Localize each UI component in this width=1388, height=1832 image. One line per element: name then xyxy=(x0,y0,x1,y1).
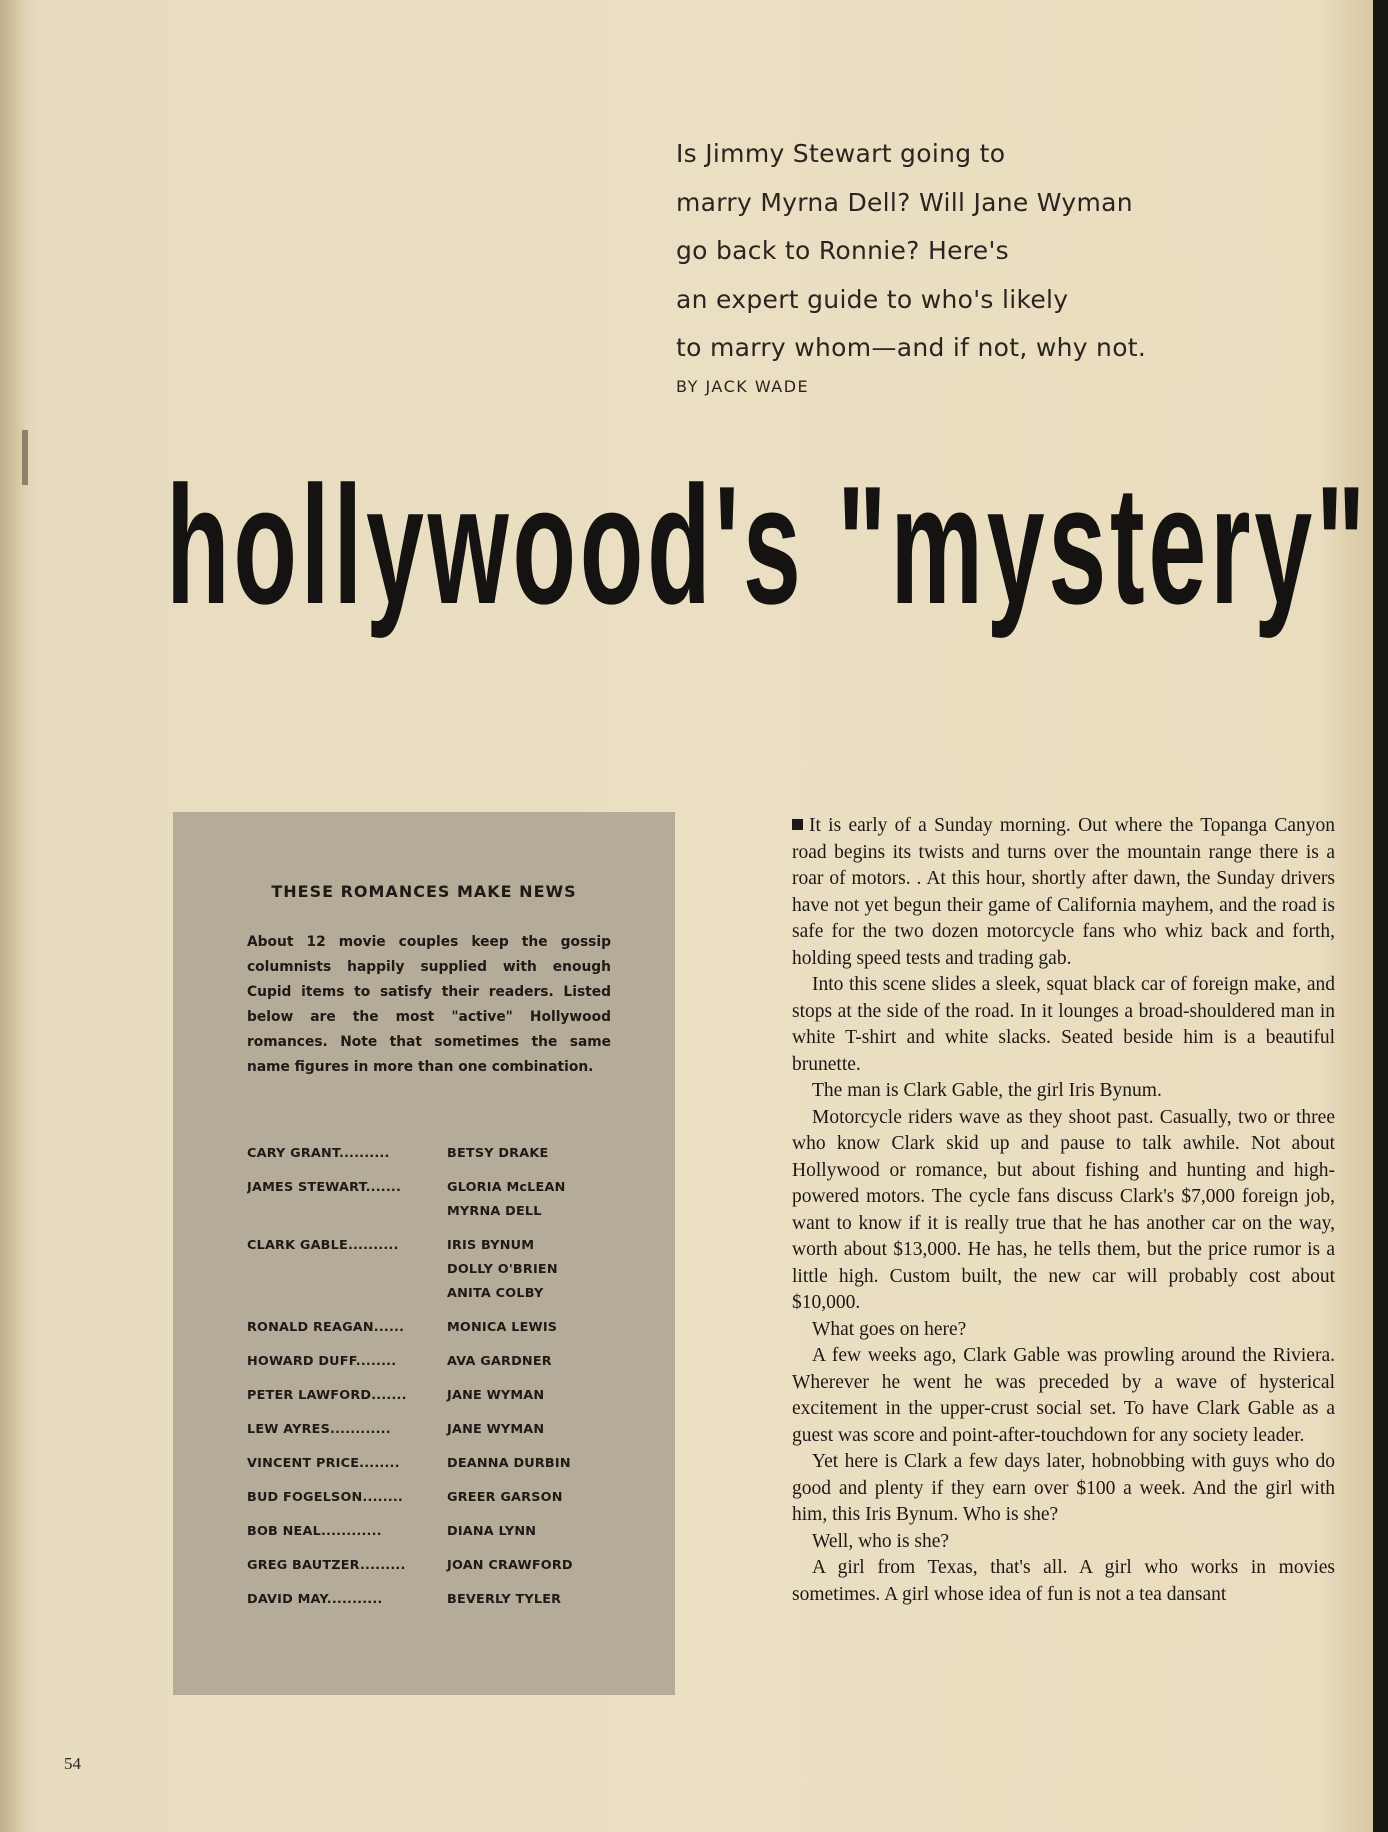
sidebar-title: THESE ROMANCES MAKE NEWS xyxy=(271,882,577,901)
article-paragraph xyxy=(792,1529,1335,1556)
article-body xyxy=(792,813,1335,1608)
romance-pair xyxy=(247,1384,607,1408)
partner-name: GREER GARSON xyxy=(447,1490,563,1505)
page-spine xyxy=(0,0,28,1832)
article-paragraph xyxy=(792,1105,1335,1317)
pair-name-cell xyxy=(247,1316,447,1340)
leader-dots: ........... xyxy=(326,1592,383,1607)
sidebar-intro: About 12 movie couples keep the gossip columnists happily supplied with enough Cupid items to satisfy their readers. Listed below are the most "active" Hollywood romances. Note that sometimes the same name figures in more than one combination. xyxy=(247,934,611,1075)
romance-pair xyxy=(247,1176,607,1224)
intro-line: to marry whom—and if not, why not. xyxy=(676,333,1147,362)
article-paragraph xyxy=(792,1555,1335,1608)
intro-deck xyxy=(676,130,1196,373)
star-name: PETER LAWFORD xyxy=(247,1388,372,1403)
paragraph-text: A few weeks ago, Clark Gable was prowling around the Riviera. Wherever he went he was preceded by a wave of hysterical excitement in the upper-crust social set. To have Clark Gable as a guest was score and point-after-touchdown for any society leader. xyxy=(792,1345,1335,1446)
partner-cell xyxy=(447,1176,607,1224)
paragraph-text: The man is Clark Gable, the girl Iris Bynum. xyxy=(812,1080,1162,1101)
star-name: BOB NEAL xyxy=(247,1524,321,1539)
paragraph-text: It is early of a Sunday morning. Out where the Topanga Canyon road begins its twists and turns over the mountain range there is a roar of motors. . At this hour, shortly after dawn, the Sunday drivers have not yet begun their game of California mayhem, and the road is safe for the two dozen motorcycle fans who whiz back and forth, holding speed tests and trading gab. xyxy=(792,815,1335,969)
leader-dots: ............ xyxy=(330,1422,391,1437)
pair-name-cell xyxy=(247,1554,447,1578)
paragraph-text: A girl from Texas, that's all. A girl who works in movies sometimes. A girl whose idea of fun is not a tea dansant xyxy=(792,1557,1335,1605)
partner-cell xyxy=(447,1520,607,1544)
partner-cell xyxy=(447,1554,607,1578)
star-name: LEW AYRES xyxy=(247,1422,331,1437)
romance-pair xyxy=(247,1350,607,1374)
partner-name: JANE WYMAN xyxy=(447,1422,545,1437)
leader-dots: ......... xyxy=(359,1558,406,1573)
intro-line: marry Myrna Dell? Will Jane Wyman xyxy=(676,187,1133,217)
leader-dots: .......... xyxy=(338,1146,390,1161)
leader-dots: ...... xyxy=(373,1320,405,1335)
partner-cell xyxy=(447,1588,607,1612)
pair-name-cell xyxy=(247,1384,447,1408)
leader-dots: ........ xyxy=(362,1490,403,1505)
romances-sidebar xyxy=(173,812,675,1695)
partner-name: MYRNA DELL xyxy=(447,1204,542,1219)
partner-name: IRIS BYNUM xyxy=(447,1238,535,1253)
partner-cell xyxy=(447,1234,607,1306)
partner-name: JOAN CRAWFORD xyxy=(447,1558,573,1573)
partner-name: ANITA COLBY xyxy=(447,1286,544,1301)
byline: BY JACK WADE xyxy=(676,377,810,396)
leader-dots: ....... xyxy=(365,1180,402,1195)
leader-dots: ....... xyxy=(371,1388,407,1403)
romance-pair xyxy=(247,1520,607,1544)
article-paragraph xyxy=(792,1449,1335,1529)
partner-name: DIANA LYNN xyxy=(447,1524,537,1539)
square-bullet-icon xyxy=(792,819,803,830)
binding-mark xyxy=(22,430,28,485)
star-name: CARY GRANT xyxy=(247,1146,339,1161)
star-name: JAMES STEWART xyxy=(247,1180,366,1195)
partner-cell xyxy=(447,1486,607,1510)
partner-name: BETSY DRAKE xyxy=(447,1146,549,1161)
partner-name: MONICA LEWIS xyxy=(447,1320,558,1335)
partner-cell xyxy=(447,1452,607,1476)
romance-pair xyxy=(247,1418,607,1442)
partner-name: JANE WYMAN xyxy=(447,1388,545,1403)
romance-pair xyxy=(247,1316,607,1340)
star-name: VINCENT PRICE xyxy=(247,1456,360,1471)
pair-name-cell xyxy=(247,1520,447,1544)
romance-pair xyxy=(247,1554,607,1578)
leader-dots: .......... xyxy=(347,1238,399,1253)
leader-dots: ............ xyxy=(320,1524,382,1539)
paragraph-text: Well, who is she? xyxy=(812,1530,950,1552)
paragraph-text: Yet here is Clark a few days later, hobnobbing with guys who do good and plenty if they earn over $100 a week. And the girl with him, this Iris Bynum. Who is she? xyxy=(792,1451,1335,1525)
partner-cell xyxy=(447,1418,607,1442)
article-paragraph xyxy=(792,1343,1335,1449)
star-name: GREG BAUTZER xyxy=(247,1558,360,1573)
article-paragraph xyxy=(792,1078,1335,1105)
intro-line: Is Jimmy Stewart going to xyxy=(676,139,1006,168)
star-name: RONALD REAGAN xyxy=(247,1320,374,1335)
romance-pair xyxy=(247,1452,607,1476)
headline: hollywood's "mystery" xyxy=(166,451,1370,639)
partner-cell xyxy=(447,1142,607,1166)
romance-pair xyxy=(247,1234,607,1306)
pair-name-cell xyxy=(247,1452,447,1476)
partner-cell xyxy=(447,1316,607,1340)
page-number: 54 xyxy=(64,1754,81,1773)
pair-name-cell xyxy=(247,1176,447,1224)
partner-name: BEVERLY TYLER xyxy=(447,1592,562,1607)
romance-list xyxy=(247,1142,607,1622)
paragraph-text: Into this scene slides a sleek, squat black car of foreign make, and stops at the side of the road. In it lounges a broad-shouldered man in white T-shirt and white slacks. Seated beside him is a beautiful brunette. xyxy=(792,974,1335,1075)
article-paragraph xyxy=(792,1317,1335,1344)
star-name: HOWARD DUFF xyxy=(247,1354,356,1369)
intro-line: an expert guide to who's likely xyxy=(676,284,1069,314)
partner-name: DOLLY O'BRIEN xyxy=(447,1262,558,1277)
page-right-edge xyxy=(1373,0,1388,1832)
romance-pair xyxy=(247,1486,607,1510)
intro-line: go back to Ronnie? Here's xyxy=(676,236,1009,265)
star-name: DAVID MAY xyxy=(247,1592,327,1607)
pair-name-cell xyxy=(247,1418,447,1442)
partner-cell xyxy=(447,1384,607,1408)
pair-name-cell xyxy=(247,1588,447,1612)
pair-name-cell xyxy=(247,1234,447,1306)
romance-pair xyxy=(247,1588,607,1612)
article-paragraph xyxy=(792,813,1335,972)
pair-name-cell xyxy=(247,1486,447,1510)
partner-name: DEANNA DURBIN xyxy=(447,1456,571,1471)
partner-name: GLORIA McLEAN xyxy=(447,1180,566,1195)
article-paragraph xyxy=(792,972,1335,1078)
partner-name: AVA GARDNER xyxy=(447,1354,552,1369)
partner-cell xyxy=(447,1350,607,1374)
pair-name-cell xyxy=(247,1142,447,1166)
paragraph-text: What goes on here? xyxy=(812,1318,967,1340)
pair-name-cell xyxy=(247,1350,447,1374)
star-name: BUD FOGELSON xyxy=(247,1490,363,1505)
romance-pair xyxy=(247,1142,607,1166)
paragraph-text: Motorcycle riders wave as they shoot past. Casually, two or three who know Clark skid up and pause to talk awhile. Not about Hollywood or romance, but about fishing and hunting and high-powered motors. The cycle fans discuss Clark's $7,000 foreign job, want to know if it is really true that he has another car on the way, worth about $13,000. He has, he tells them, but the price rumor is a little high. Custom built, the new car will probably cost about $10,000. xyxy=(792,1106,1335,1313)
leader-dots: ........ xyxy=(355,1354,397,1369)
leader-dots: ........ xyxy=(359,1456,400,1471)
star-name: CLARK GABLE xyxy=(247,1238,348,1253)
